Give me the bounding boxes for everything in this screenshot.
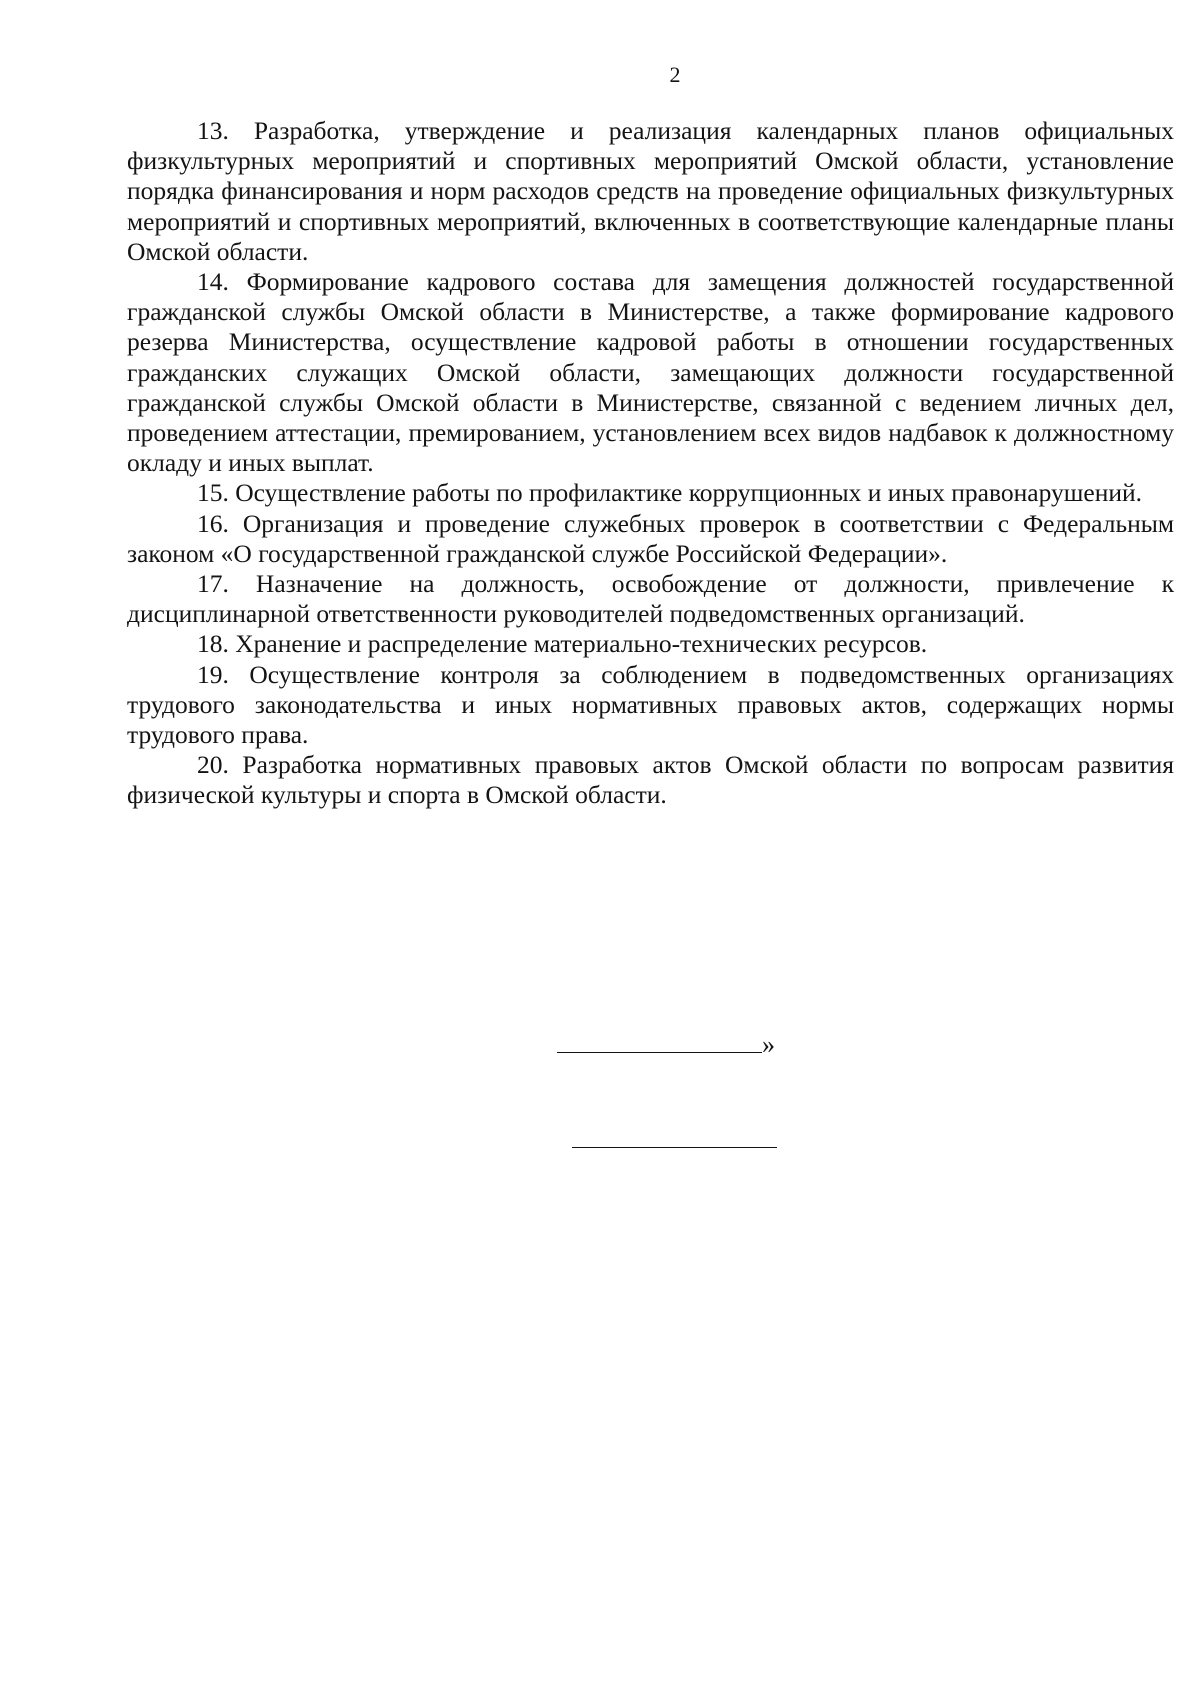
closing-quote-line [557, 1030, 775, 1060]
paragraph-15: 15. Осуществление работы по профилактике коррупционных и иных правонарушений. [197, 478, 1143, 508]
document-body [127, 116, 1174, 811]
closing-quote-mark: » [762, 1030, 775, 1059]
page-number: 2 [669, 62, 681, 87]
end-of-document-line [572, 1147, 777, 1148]
paragraph-14: 14. Формирование кадрового состава для замещения должностей государственной гражданской службы Омской области в Министерстве, а также формирование кадрового резерва Министерства, осуществление кадровой работы в отношении государственных гражданских служащих Омской области, замещающих должности государственной гражданской службы Омской области в Министерстве, связанной с ведением личных дел, проведением аттестации, премированием, установлением всех видов надбавок к должностному окладу и иных выплат. [127, 267, 1174, 478]
paragraph-18: 18. Хранение и распределение материально-технических ресурсов. [197, 629, 928, 659]
paragraph-20: 20. Разработка нормативных правовых актов Омской области по вопросам развития физической культуры и спорта в Омской области. [127, 750, 1174, 810]
closing-underline [557, 1030, 762, 1053]
paragraph-19: 19. Осуществление контроля за соблюдением в подведомственных организациях трудового законодательства и иных нормативных правовых актов, содержащих нормы трудового права. [127, 659, 1174, 750]
paragraph-17: 17. Назначение на должность, освобождение от должности, привлечение к дисциплинарной ответственности руководителей подведомственных организаций. [127, 569, 1174, 629]
paragraph-13: 13. Разработка, утверждение и реализация календарных планов официальных физкультурных мероприятий и спортивных мероприятий Омской области, установление порядка финансирования и норм расходов средств на проведение официальных физкультурных мероприятий и спортивных мероприятий, включенных в соответствующие календарные планы Омской области. [127, 116, 1174, 266]
paragraph-16: 16. Организация и проведение служебных проверок в соответствии с Федеральным законом «О государственной гражданской службе Российской Федерации». [127, 508, 1174, 568]
